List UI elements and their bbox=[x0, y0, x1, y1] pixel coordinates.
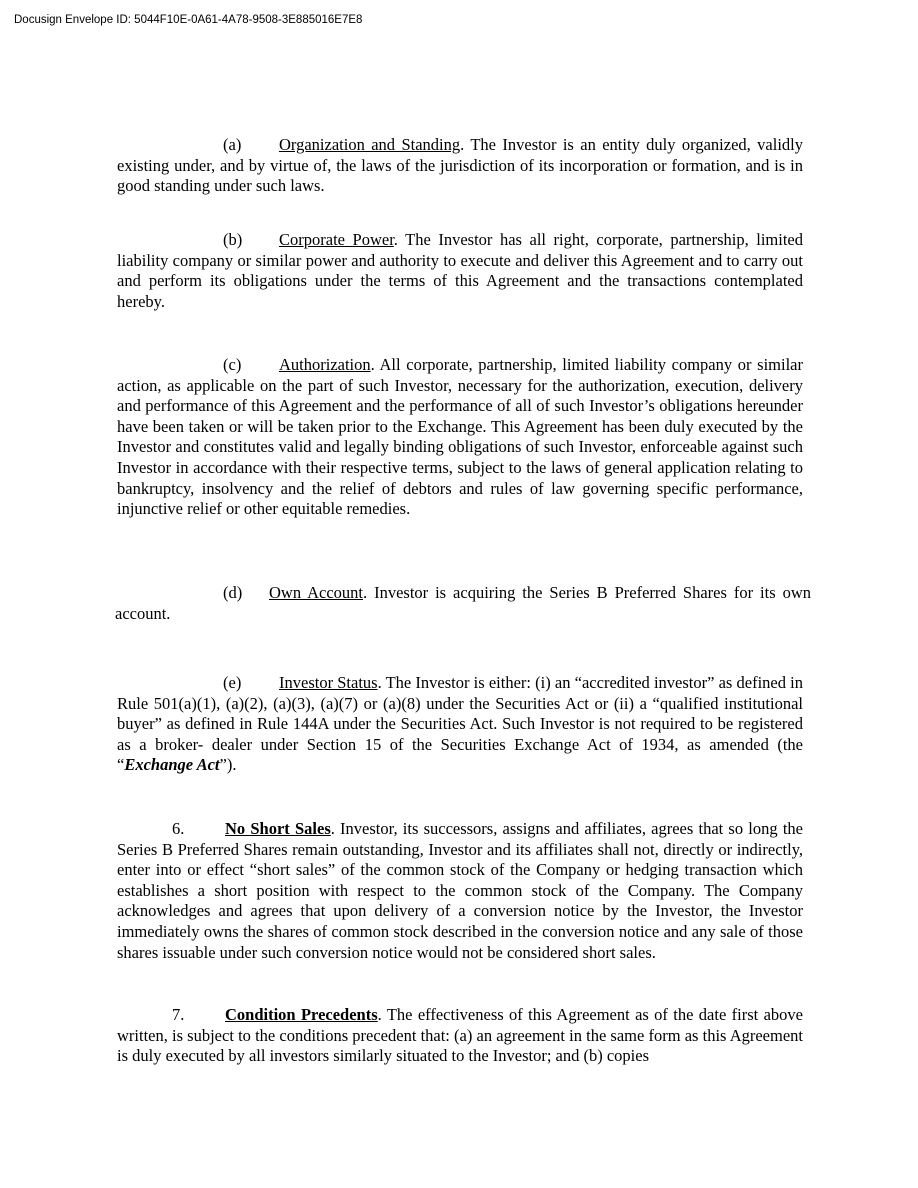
section-d bbox=[115, 583, 811, 624]
envelope-id: Docusign Envelope ID: 5044F10E-0A61-4A78-9508-3E885016E7E8 bbox=[14, 14, 363, 26]
section-c bbox=[117, 355, 803, 520]
section-d-number: (d) bbox=[223, 583, 243, 602]
section-7-number: 7. bbox=[172, 1005, 185, 1024]
section-e-tail: ”). bbox=[219, 755, 237, 775]
section-c-number: (c) bbox=[223, 355, 242, 374]
section-6 bbox=[117, 819, 803, 963]
section-b-number: (b) bbox=[223, 230, 243, 249]
section-d-body: . Investor is acquiring the Series B Preferred Shares for its own account. bbox=[115, 583, 811, 623]
section-b bbox=[117, 230, 803, 312]
section-6-number: 6. bbox=[172, 819, 185, 838]
exchange-act-term: Exchange Act bbox=[124, 755, 220, 775]
section-6-heading: No Short Sales bbox=[225, 819, 331, 838]
section-a bbox=[117, 135, 803, 197]
section-7 bbox=[117, 1005, 803, 1067]
section-a-number: (a) bbox=[223, 135, 242, 154]
section-e bbox=[117, 673, 803, 776]
section-6-body: . Investor, its successors, assigns and affiliates, agrees that so long the Series B Preferred Shares remain outstanding, Investor and its affiliates shall not, directly or indirectly, enter into or effect “short sales” of the common stock of the Company or hedging transaction which establishes a short position with respect to the common stock of the Company. The Company acknowledges and agrees that upon delivery of a conversion notice by the Investor, the Investor immediately owns the shares of common stock described in the conversion notice and any sale of those shares issuable under such conversion notice would not be considered short sales. bbox=[117, 819, 803, 962]
section-c-body: . All corporate, partnership, limited liability company or similar action, as applicable on the part of such Investor, necessary for the authorization, execution, delivery and performance of this Agreement and the performance of all of such Investor’s obligations hereunder have been taken or will be taken prior to the Exchange. This Agreement has been duly executed by the Investor and constitutes valid and legally binding obligations of such Investor, enforceable against such Investor in accordance with their respective terms, subject to the laws of general application relating to bankruptcy, insolvency and the relief of debtors and rules of law governing specific performance, injunctive relief or other equitable remedies. bbox=[117, 355, 803, 519]
section-b-heading: Corporate Power bbox=[279, 230, 394, 249]
section-b-body: . The Investor has all right, corporate, partnership, limited liability company or similar power and authority to execute and deliver this Agreement and to carry out and perform its obligations under the terms of this Agreement and the transactions contemplated hereby. bbox=[117, 230, 803, 311]
section-d-heading: Own Account bbox=[269, 583, 364, 602]
section-a-body: . The Investor is an entity duly organized, validly existing under, and by virtue of, the laws of the jurisdiction of its incorporation or formation, and is in good standing under such laws. bbox=[117, 135, 804, 196]
section-7-heading: Condition Precedents bbox=[225, 1005, 378, 1024]
section-e-heading: Investor Status bbox=[279, 673, 378, 692]
section-7-body: . The effectiveness of this Agreement as of the date first above written, is subject to the conditions precedent that: (a) an agreement in the same form as this Agreement is duly executed by all investors similarly situated to the Investor; and (b) copies bbox=[117, 1005, 803, 1066]
section-e-body: . The Investor is either: (i) an “accredited investor” as defined in Rule 501(a)(1), (a)(2), (a)(3), (a)(7) or (a)(8) under the Securities Act or (ii) a “qualified institutional buyer” as defined in Rule 144A under the Securities Act. Such Investor is not required to be registered as a broker- dealer under Section 15 of the Securities Exchange Act of 1934, as amended (the “ bbox=[117, 673, 803, 775]
section-c-heading: Authorization bbox=[279, 355, 371, 374]
section-e-number: (e) bbox=[223, 673, 242, 692]
section-a-heading: Organization and Standing bbox=[279, 135, 461, 154]
